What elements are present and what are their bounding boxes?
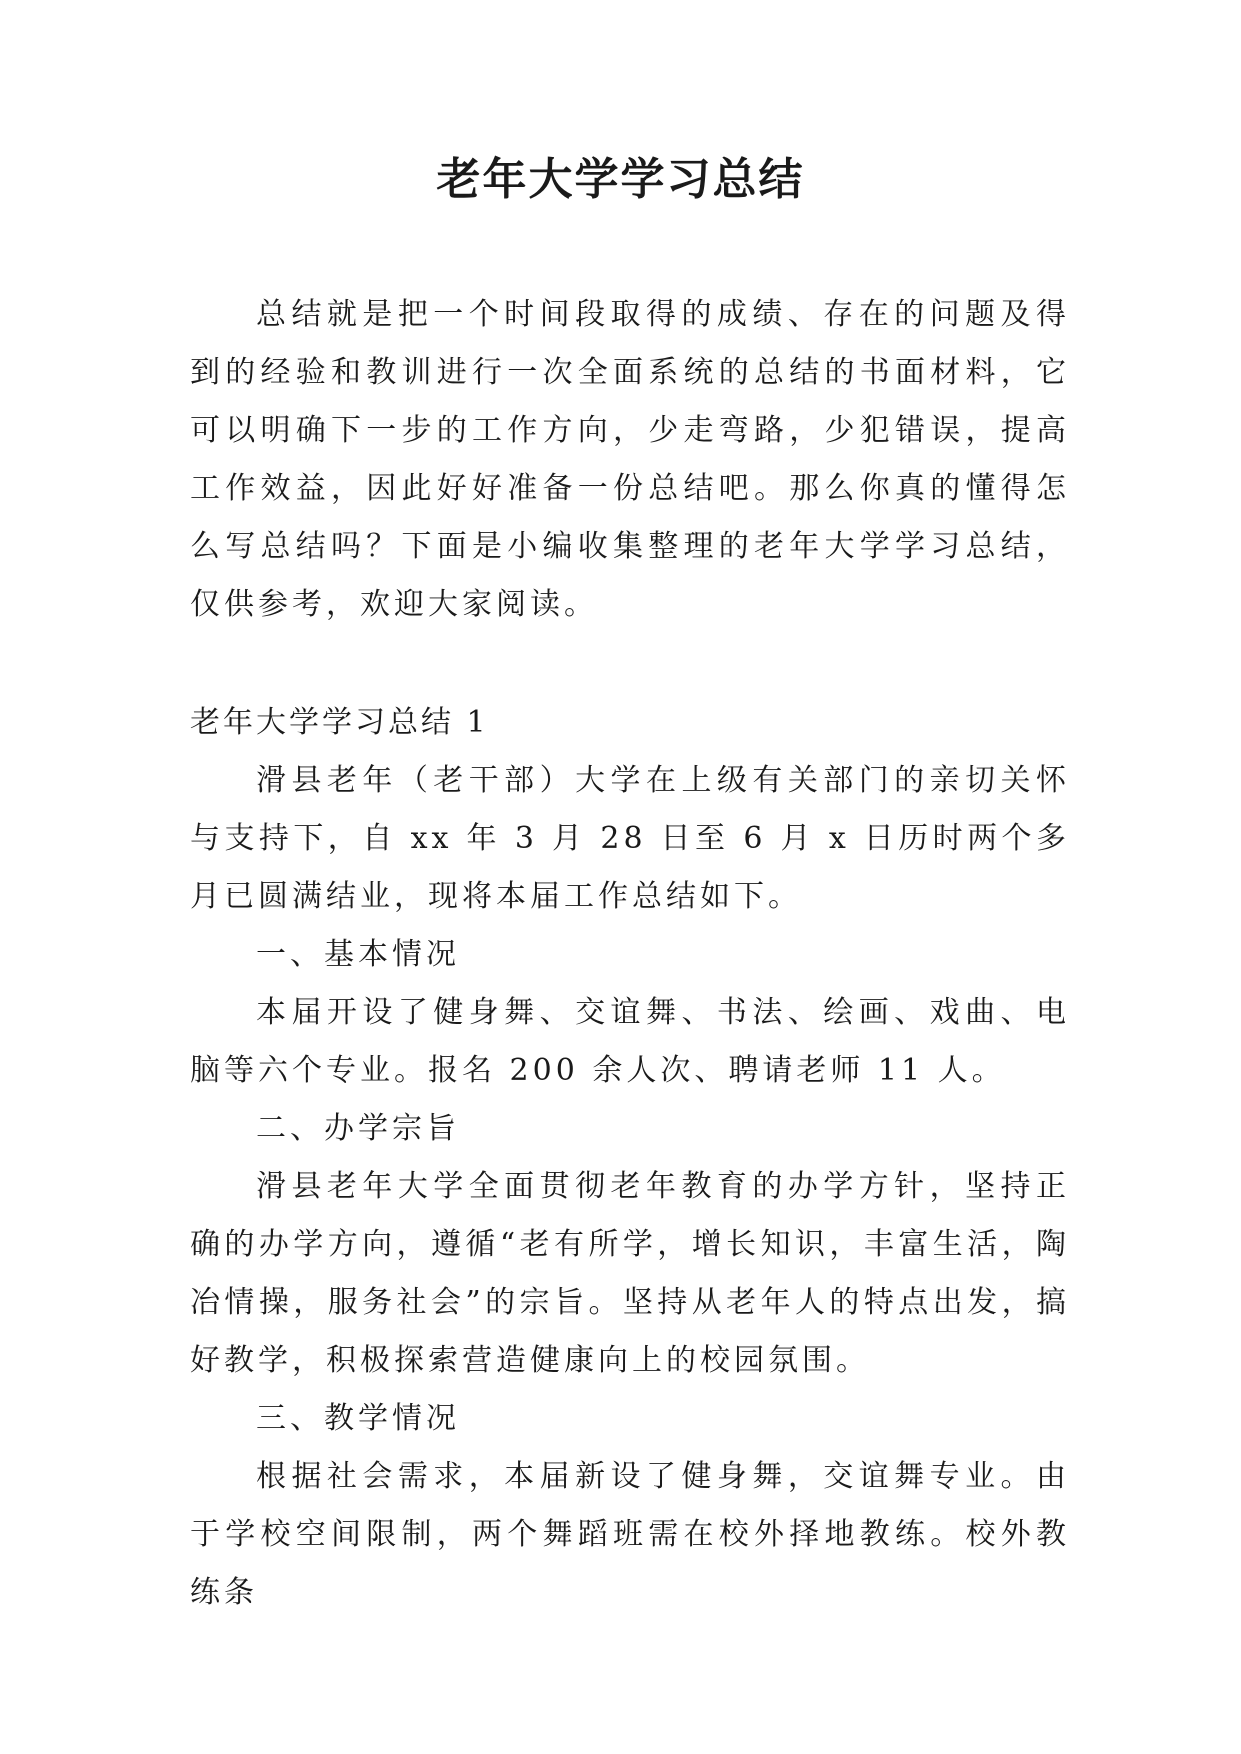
subheading: 二、办学宗旨 [256, 1111, 460, 1146]
paragraph: 本届开设了健身舞、交谊舞、书法、绘画、戏曲、电脑等六个专业。报名 200 余人次、聘请老师 11 人。 [190, 995, 1070, 1088]
section-title: 老年大学学习总结 1 [190, 705, 489, 740]
subheading: 三、教学情况 [256, 1401, 460, 1436]
paragraph: 滑县老年（老干部）大学在上级有关部门的亲切关怀与支持下，自 xx 年 3 月 28 日至 6 月 x 日历时两个多月已圆满结业，现将本届工作总结如下。 [190, 763, 1070, 914]
paragraph: 滑县老年大学全面贯彻老年教育的办学方针，坚持正确的办学方向，遵循“老有所学，增长知识，丰富生活，陶冶情操，服务社会”的宗旨。坚持从老年人的特点出发，搞好教学，积极探索营造健康向上的校园氛围。 [190, 1169, 1070, 1378]
document-title: 老年大学学习总结 [436, 154, 805, 205]
intro-paragraph: 总结就是把一个时间段取得的成绩、存在的问题及得到的经验和教训进行一次全面系统的总结的书面材料，它可以明确下一步的工作方向，少走弯路，少犯错误，提高工作效益，因此好好准备一份总结吧。那么你真的懂得怎么写总结吗？下面是小编收集整理的老年大学学习总结，仅供参考，欢迎大家阅读。 [190, 297, 1070, 622]
section-content [190, 752, 1070, 1622]
paragraph: 根据社会需求，本届新设了健身舞，交谊舞专业。由于学校空间限制，两个舞蹈班需在校外择地教练。校外教练条 [190, 1459, 1070, 1610]
subheading: 一、基本情况 [256, 937, 460, 972]
